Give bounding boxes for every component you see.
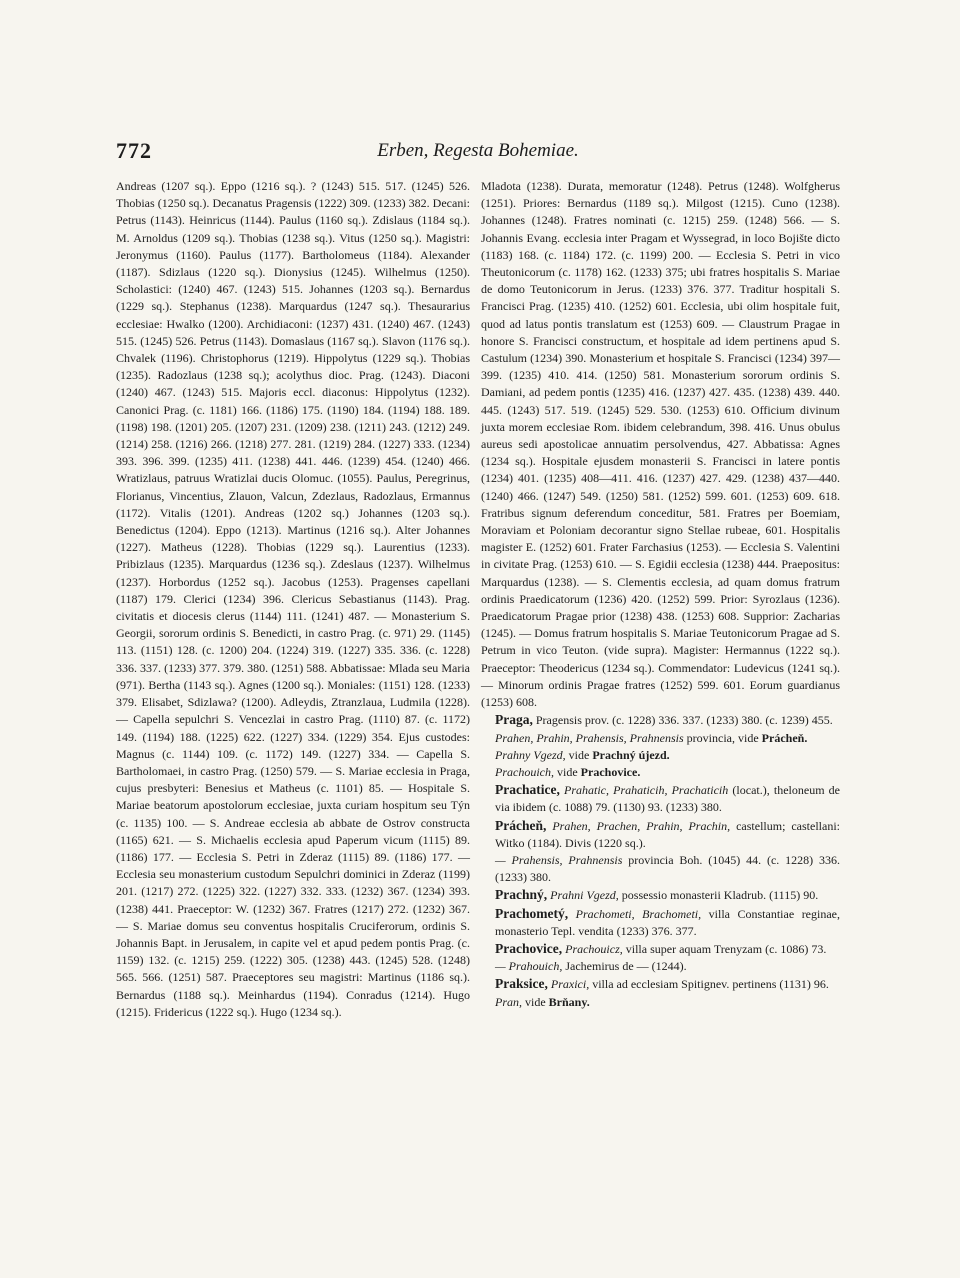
entry-cross-reference: Prachovice. xyxy=(580,764,641,779)
entry-variants: Prahny Vgezd, xyxy=(495,747,566,762)
entry-headword: Prachometý, xyxy=(495,905,569,921)
dictionary-entry xyxy=(481,730,840,747)
dictionary-entry xyxy=(481,886,840,904)
entry-list xyxy=(481,711,840,1010)
entry-variants: Prachouich, xyxy=(495,764,554,779)
page-number: 772 xyxy=(116,138,152,163)
entry-headword: Prachovice, xyxy=(495,940,563,956)
dictionary-entry xyxy=(481,817,840,852)
dictionary-entry xyxy=(481,747,840,764)
dictionary-entry xyxy=(481,975,840,993)
dictionary-entry xyxy=(481,940,840,958)
dictionary-entry xyxy=(481,711,840,729)
entry-text: possessio monasterii Kladrub. (1115) 90. xyxy=(618,888,819,903)
entry-text: villa super aquam Trenyzam (c. 1086) 73. xyxy=(622,941,827,956)
entry-headword: Prachatice, xyxy=(495,782,560,798)
entry-variants: — Prahouich, xyxy=(495,959,563,974)
entry-text: (locat.), theloneum de via ibidem (c. 1088) 79. (1130) 93. (1233) 380. xyxy=(495,783,840,815)
entry-variants: Prahni Vgezd, xyxy=(547,888,619,903)
entry-variants: Pran, xyxy=(495,994,522,1009)
entry-text: vide xyxy=(565,747,593,762)
left-column xyxy=(116,178,470,1021)
dictionary-entry xyxy=(481,905,840,940)
dictionary-entry xyxy=(481,852,840,886)
entry-text: provincia, vide xyxy=(683,730,762,745)
entry-variants: Prachometi, Brachometi, xyxy=(568,906,702,921)
entry-text: castellum; castellani: Witko (1184). Divis (1220 sq.). xyxy=(495,818,840,850)
entry-headword: Praga, xyxy=(495,712,533,728)
entry-text: vide xyxy=(554,764,581,779)
entry-variants: Prahen, Prahin, Prahensis, Prahnensis xyxy=(495,730,684,745)
entry-headword: Praksice, xyxy=(495,976,548,992)
entry-cross-reference: Prachný újezd. xyxy=(592,747,670,762)
right-column xyxy=(481,178,840,1011)
entry-variants: Prachouicz, xyxy=(562,941,623,956)
entry-text: Jachemirus de — (1244). xyxy=(562,959,687,974)
entry-variants: — Prahensis, Prahnensis xyxy=(495,852,623,867)
right-column-intro: Mladota (1238). Durata, memoratur (1248). Petrus (1248). Wolfgherus (1251). Priores: Bernardus (1189 sq.). Milgost (1215). Cuno (1238). Johannes (1248). Fratres nominati (c. 1215) 259. (1248) 566. — S. Johannis Evang. ecclesia inter Pragam et Wyssegrad, in loco Bojište dicto (1183) 168. (c. 1184) 172. (c. 1199) 200. — Ecclesia S. Petri in vico Theutonicorum (c. 1178) 162. (1233) 375; ubi fratres hospitalis S. Mariae de domo Teutonicorum in Jerus. (1233) 376. 377. Traditur hospitali S. Francisci Prag. (1235) 410. (1252) 601. Ecclesia, ubi olim hospitale fuit, quod ad latus pontis translatum est (1253) 609. — Claustrum Pragae in honore S. Francisci constructum, et hospitale ad idem pertinens apud S. Castulum (1234) 390. Monasterium et hospitale S. Francisci (1234) 397—399. (1235) 410. 414. (1250) 581. Monasterium sororum ordinis S. Damiani, ad pedem pontis (1235) 416. (1237) 427. 435. (1238) 439. 440. 445. (1243) 517. 519. (1245) 529. 530. (1253) 610. Officium divinum juxta morem ecclesiae Rom. ibidem celebrandum, 398. 416. Unus obulus aureus sedi apostolicae annuatim persolvendus, 427. Abbatissa: Agnes (1234 sq.). Hospitale ejusdem monasterii S. Francisci in latere pontis (1234) 401. (1235) 408—411. 416. (1237) 427. 429. (1238) 437—440. (1240) 466. (1247) 549. (1250) 581. (1252) 599. 601. (1253) 609. 618. Fratribus signum deferendum conceditur, 581. Fratres per Boemiam, Moraviam et Poloniam decorantur signo Stellae rubeae, 601. Hospitalis magister E. (1252) 601. Frater Farchasius (1253). — Ecclesia S. Valentini in civitate Prag. (1253) 610. — S. Egidii ecclesia (1238) 444. Praepositus: Marquardus (1238). — S. Clementis ecclesia, ad quam domus fratrum ordinis Praedicatorum (1236) 420. (1252) 599. Prior: Syrozlaus (1236). Praedicatorum Pragae prior (1238) 438. (1253) 608. Supprior: Zacharias (1245). — Domus fratrum hospitalis S. Mariae Teutonicorum Pragae ad S. Petrum in vico Teuton. (vide supra). Magister: Hermannus (1222 sq.). Praeceptor: Theodericus (1234 sq.). Commendator: Ludevicus (1241 sq.). — Minorum ordinis Pragae fratres (1252) 599. 601. Eorum guardianus (1253) 608. xyxy=(481,179,840,710)
entry-cross-reference: Brňany. xyxy=(548,994,590,1009)
entry-variants: Prahatic, Prahaticih, Prachaticih xyxy=(559,783,729,798)
entry-headword: Prácheň, xyxy=(495,817,547,833)
dictionary-entry xyxy=(481,994,840,1011)
entry-variants: Prahen, Prachen, Prahin, Prachin, xyxy=(546,818,731,833)
entry-text: Pragensis prov. (c. 1228) 336. 337. (1233) 380. (c. 1239) 455. xyxy=(532,713,833,728)
page-header xyxy=(116,138,840,168)
entry-variants: Praxici, xyxy=(547,977,590,992)
entry-text: vide xyxy=(522,994,549,1009)
entry-headword: Prachný, xyxy=(495,887,548,903)
running-title: Erben, Regesta Bohemiae. xyxy=(377,140,579,161)
entry-text: provincia Boh. (1045) 44. (c. 1228) 336. (1233) 380. xyxy=(495,852,841,885)
dictionary-entry xyxy=(481,958,840,975)
entry-cross-reference: Prácheň. xyxy=(761,730,808,745)
dictionary-entry xyxy=(481,781,840,816)
dictionary-entry xyxy=(481,764,840,781)
left-column-text: Andreas (1207 sq.). Eppo (1216 sq.). ? (1243) 515. 517. (1245) 526. Thobias (1250 sq.). Decanatus Pragensis (1222) 309. (1233) 382. Decani: Petrus (1143). Heinricus (1144). Paulus (1160 sq.). Zdislaus (1184 sq.). M. Arnoldus (1209 sq.). Thobias (1238 sq.). Vitus (1250 sq.). Magistri: Jeronymus (1160). Paulus (1177). Bartholomeus (1184). Alexander (1187). Sdizlaus (1220 sq.). Dionysius (1245). Wilhelmus (1250). Scholastici: (1240) 467. (1243) 515. Johannes (1203 sq.). Bernardus (1229 sq.). Stephanus (1238). Marquardus (1247 sq.). Thesaurarius ecclesiae: Hwalko (1200). Archidiaconi: (1237) 431. (1240) 467. (1243) 515. (1245) 526. Petrus (1143). Domaslaus (1167 sq.). Slavon (1176 sq.). Chvalek (1196). Christophorus (1219). Hippolytus (1229 sq.). Thobias (1235). Radozlaus (1238 sq.); acolythus dioc. Prag. (1243). Diaconi (1240) 467. (1243) 515. Majoris eccl. diaconus: Hippolytus (1232). Canonici Prag. (c. 1181) 166. (1186) 175. (1190) 184. (1194) 188. 189. (1198) 198. (1201) 205. (1207) 231. (1209) 238. (1211) 243. (1212) 249. (1214) 258. (1216) 266. (1218) 277. 281. (1219) 284. (1227) 333. (1234) 393. 396. 399. (1235) 411. (1238) 441. 446. (1239) 454. (1240) 466. Wratizlaus, patruus Wratizlai ducis Olomuc. (1055). Paulus, Peregrinus, Florianus, Vincentius, Zlauon, Valcun, Zdezlaus, Radozlaus, Ermannus (1172). Vitalis (1201). Andreas (1202 sq.) Johannes (1203 sq.). Benedictus (1204). Eppo (1213). Martinus (1216 sq.). Alter Johannes (1227). Matheus (1228). Thobias (1229 sq.). Laurentius (1233). Pribizlaus (1235). Marquardus (1236 sq.). Zdeslaus (1237). Wilhelmus (1237). Horbordus (1252 sq.). Jacobus (1253). Pragenses capellani (1187) 179. Clerici (1234) 396. Clericus Sebastianus (1143). Prag. civitatis et diocesis clerus (1144) 111. (1241) 487. — Monasterium S. Georgii, sororum ordinis S. Benedicti, in castro Prag. (c. 971) 29. (1145) 113. (1151) 128. (c. 1200) 204. (1224) 319. (1227) 335. 336. (c. 1228) 336. 337. (1233) 377. 379. 380. (1251) 588. Abbatissae: Mlada seu Maria (971). Bertha (1143 sq.). Agnes (1200 sq.). Moniales: (1151) 128. (1233) 379. Elisabet, Sdizlawa? (1200). Adleydis, Ztranzlaua, Ludmila (1228). — Capella sepulchri S. Vencezlai in castro Prag. (1110) 87. (c. 1172) 149. (1194) 188. (1225) 622. (1227) 334. (1229) 354. Ejus custodes: Magnus (c. 1144) 109. (c. 1172) 149. (1227) 334. — Capella S. Bartholomaei, in castro Prag. (1250) 579. — S. Mariae ecclesia in Praga, cujus presbyteri: Benesius et Matheus (c. 1101) 85. — Hospitale S. Mariae beatorum apostolorum ecclesiae, juxta curiam hospitum seu Týn (c. 1135) 100. — S. Andreae ecclesia ab abbate de Ostrov constructa (1165) 621. — S. Michaelis ecclesia apud Paperum vicum (1115) 89. (1186) 177. — Ecclesia S. Petri in Zderaz (1115) 89. (1186) 177. — Ecclesia seu monasterium custodum Sepulchri dominici in Zderaz (1199) 201. (1217) 272. (1225) 322. (1227) 332. 333. (1232) 367. (1234) 393. (1238) 441. Praeceptor: W. (1232) 367. Fratres (1217) 272. (1232) 367. — S. Mariae domus seu conventus hospitalis Cruciferorum, ordinis S. Johannis Bapt. in Jerusalem, in capite vel et apud pedem pontis Prag. (c. 1159) 132. (c. 1215) 259. (1222) 305. (1238) 443. (1245) 528. (1248) 565. 566. (1251) 587. Praeceptores seu magistri: Martinus (1186 sq.). Bernardus (1188 sq.). Meinhardus (1194). Conradus (1214). Hugo (1215). Fridericus (1222 sq.). Hugo (1234 sq.). xyxy=(116,179,470,1019)
entry-text: villa ad ecclesiam Spitignev. pertinens (1131) 96. xyxy=(589,977,829,992)
entry-text: villa Constantiae reginae, monasterio Tepl. vendita (1233) 376. 377. xyxy=(495,906,840,938)
